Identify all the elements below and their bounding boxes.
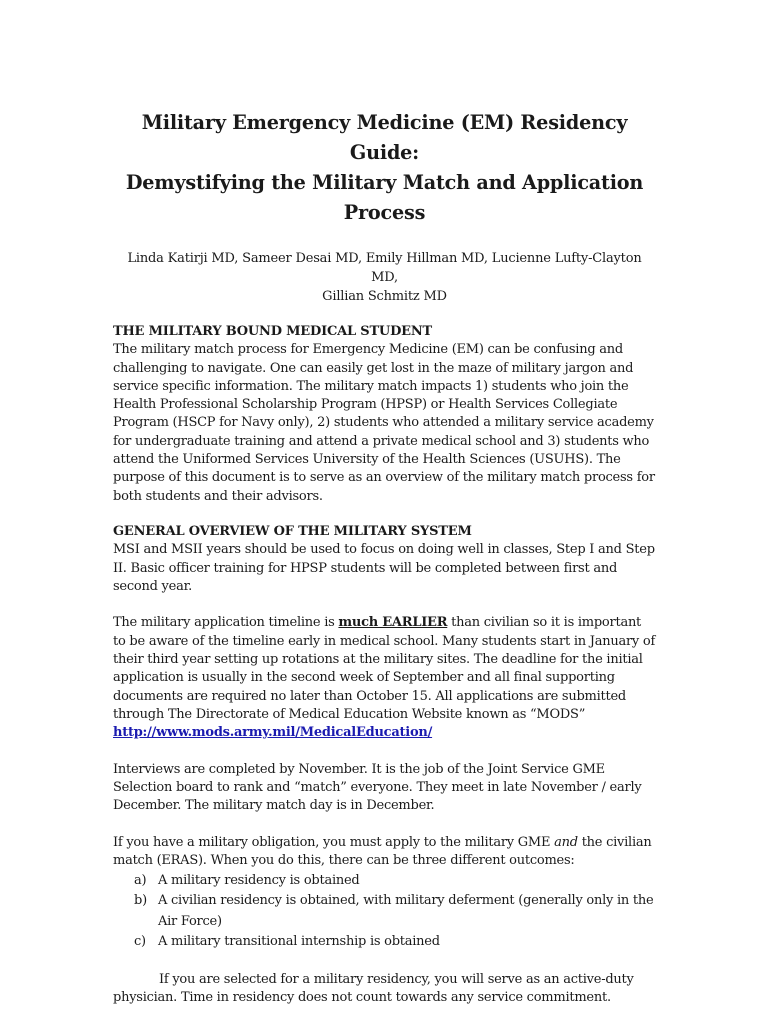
list-item-text: A military transitional internship is obtained bbox=[158, 934, 440, 950]
timeline-text-after: than civilian so it is important to be aware of the timeline early in medical school. Many students start in January of their third year setting up rotations at the military sites. The deadline for the initial application is usually in the second week of September and all final supporting documents are required no later than October 15. All applications are submitted through The Directorate of Medical Education Website known as “MODS” bbox=[113, 615, 656, 722]
list-marker: c) bbox=[134, 934, 146, 950]
obligation-text-after: the civilian match (ERAS). When you do this, there can be three different outcomes: bbox=[113, 835, 652, 869]
authors-line-2: Gillian Schmitz MD bbox=[322, 289, 447, 304]
paragraph-student-intro: The military match process for Emergency Medicine (EM) can be confusing and challenging to navigate. One can easily get lost in the maze of military jargon and service specific information. The military match impacts 1) students who join the Health Professional Scholarship Program (HPSP) or Health Services Collegiate Program (HSCP for Navy only), 2) students who attended a military service academy for undergraduate training and attend a private medical school and 3) students who attend the Uniformed Services University of the Health Sciences (USUHS). The purpose of this document is to serve as an overview of the military match process for both students and their advisors. bbox=[113, 342, 655, 504]
paragraph-timeline bbox=[113, 614, 656, 742]
list-item-text: A military residency is obtained bbox=[158, 872, 360, 888]
title-line-1: Military Emergency Medicine (EM) Residency Guide: bbox=[141, 111, 628, 164]
obligation-italic: and bbox=[554, 835, 578, 851]
authors-line-1: Linda Katirji MD, Sameer Desai MD, Emily Hillman MD, Lucienne Lufty-Clayton MD, bbox=[127, 251, 642, 285]
timeline-text-before: The military application timeline is bbox=[113, 615, 339, 631]
outcomes-list bbox=[113, 871, 656, 953]
paragraph-active-duty: If you are selected for a military residency, you will serve as an active-duty physician. Time in residency does not count towards any service commitment. bbox=[113, 971, 634, 1006]
paragraph-msi-msii: MSI and MSII years should be used to focus on doing well in classes, Step I and Step II. Basic officer training for HPSP students will be completed between first and second year. bbox=[113, 542, 655, 594]
list-item bbox=[113, 891, 656, 932]
list-marker: a) bbox=[134, 872, 147, 888]
title-line-2: Demystifying the Military Match and Application Process bbox=[125, 171, 644, 224]
list-item bbox=[113, 871, 656, 892]
list-item-text: A civilian residency is obtained, with military deferment (generally only in the Air Force) bbox=[158, 893, 654, 929]
mods-link[interactable]: http://www.mods.army.mil/MedicalEducation/ bbox=[113, 725, 433, 741]
timeline-emphasis: much EARLIER bbox=[338, 615, 448, 631]
paragraph-obligation bbox=[113, 834, 656, 871]
obligation-text-before: If you have a military obligation, you must apply to the military GME bbox=[113, 835, 555, 851]
paragraph-interviews: Interviews are completed by November. It is the job of the Joint Service GME Selection board to rank and “match” everyone. They meet in late November / early December. The military match day is in December. bbox=[113, 761, 642, 814]
list-marker: b) bbox=[134, 893, 147, 909]
author-list bbox=[113, 249, 656, 306]
section-heading-overview: GENERAL OVERVIEW OF THE MILITARY SYSTEM bbox=[113, 523, 472, 539]
section-heading-student: THE MILITARY BOUND MEDICAL STUDENT bbox=[113, 324, 433, 339]
document-title bbox=[113, 108, 656, 228]
list-item bbox=[113, 932, 656, 953]
